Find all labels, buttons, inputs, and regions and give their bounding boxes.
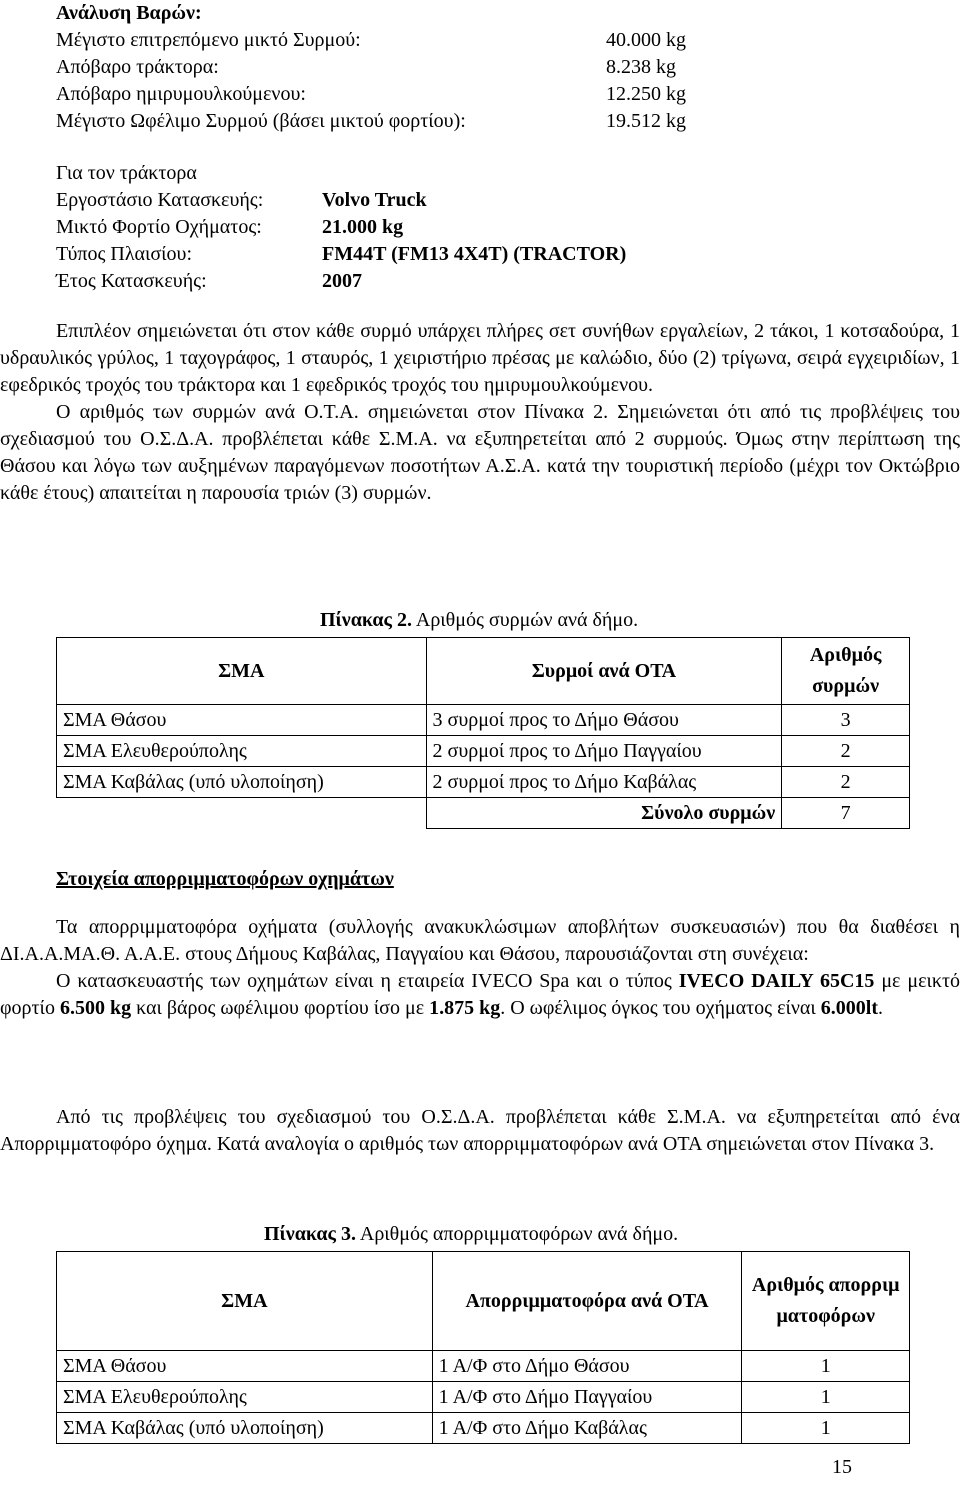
tractor-label: Μικτό Φορτίο Οχήματος: xyxy=(56,216,262,238)
table3-header: ΣΜΑ xyxy=(57,1252,433,1351)
weight-row xyxy=(56,27,736,54)
table-row xyxy=(57,736,910,767)
spec-text: . xyxy=(877,997,883,1019)
table-cell: ΣΜΑ Ελευθερούπολης xyxy=(57,1382,433,1413)
weight-value: 40.000 kg xyxy=(606,29,686,51)
tractor-heading: Για τον τράκτορα xyxy=(56,162,197,184)
total-label: Σύνολο συρμών xyxy=(426,798,782,829)
table-cell: 3 συρμοί προς το Δήμο Θάσου xyxy=(426,705,782,736)
weight-label: Μέγιστο Ωφέλιμο Συρμού (βάσει μικτού φορτίου): xyxy=(56,110,466,132)
tractor-label: Έτος Κατασκευής: xyxy=(56,270,207,292)
vehicles-spec xyxy=(0,968,960,1022)
spec-gross: 6.500 kg xyxy=(59,997,132,1019)
tractor-row xyxy=(56,268,756,295)
table2-caption-number: Πίνακας 2. xyxy=(320,609,412,631)
spec-text: Ο κατασκευαστής των οχημάτων είναι η εταιρεία IVECO Spa και ο τύπος xyxy=(56,970,679,992)
tractor-value: 2007 xyxy=(322,270,362,292)
table-cell: ΣΜΑ Καβάλας (υπό υλοποίηση) xyxy=(57,1413,433,1444)
tractor-value: 21.000 kg xyxy=(322,216,404,238)
table3 xyxy=(56,1251,910,1444)
table2-caption-text: Αριθμός συρμών ανά δήμο. xyxy=(411,609,639,631)
table2-caption xyxy=(320,607,638,634)
table-cell: 1 Α/Φ στο Δήμο Καβάλας xyxy=(432,1413,742,1444)
spec-text: και βάρος ωφέλιμου φορτίου ίσο με xyxy=(131,997,430,1019)
weight-value: 19.512 kg xyxy=(606,110,686,132)
table2 xyxy=(56,637,910,829)
tractor-row xyxy=(56,214,756,241)
table-cell: 1 Α/Φ στο Δήμο Θάσου xyxy=(432,1351,742,1382)
tractor-row xyxy=(56,187,756,214)
table-cell: 3 xyxy=(782,705,910,736)
table-cell: 2 συρμοί προς το Δήμο Καβάλας xyxy=(426,767,782,798)
vehicles-plan-text: Από τις προβλέψεις του σχεδιασμού του Ο.Σ.Δ.Α. προβλέπεται κάθε Σ.Μ.Α. να εξυπηρετείται από ένα Απορριμματοφόρο όχημα. Κατά αναλογία ο αριθμός των απορριμματοφόρων ανά ΟΤΑ σημειώνεται στον Πίνακα 3. xyxy=(0,1106,960,1155)
table-row xyxy=(57,705,910,736)
table-row xyxy=(57,1382,910,1413)
table-cell: ΣΜΑ Καβάλας (υπό υλοποίηση) xyxy=(57,767,427,798)
table3-caption-text: Αριθμός απορριμματοφόρων ανά δήμο. xyxy=(355,1223,679,1245)
vehicles-heading: Στοιχεία απορριμματοφόρων οχημάτων xyxy=(56,868,394,890)
weight-row xyxy=(56,54,736,81)
tractor-value: FM44T (FM13 4X4T) (TRACTOR) xyxy=(322,243,627,265)
table-cell: 2 xyxy=(782,767,910,798)
vehicles-paragraphs xyxy=(0,914,960,1022)
weight-value: 12.250 kg xyxy=(606,83,686,105)
table-cell: ΣΜΑ Ελευθερούπολης xyxy=(57,736,427,767)
weights-section xyxy=(56,0,736,135)
spec-model: IVECO DAILY 65C15 xyxy=(678,970,875,992)
tractor-section xyxy=(56,160,756,295)
trains-text: Ο αριθμός των συρμών ανά Ο.Τ.Α. σημειώνεται στον Πίνακα 2. Σημειώνεται ότι από τις προβλέψεις του σχεδιασμού του Ο.Σ.Δ.Α. προβλέπεται κάθε Σ.Μ.Α. να εξυπηρετείται από 2 συρμούς. Όμως στην περίπτωση της Θάσου και λόγω των αυξημένων παραγόμενων ποσοτήτων Α.Σ.Α. κατά την τουριστική περίοδο (μέχρι τον Οκτώβριο κάθε έτους) απαιτείται η παρουσία τριών (3) συρμών. xyxy=(0,401,960,504)
equipment-text: Επιπλέον σημειώνεται ότι στον κάθε συρμό υπάρχει πλήρες σετ συνήθων εργαλείων, 2 τάκοι, 1 κοτσαδούρα, 1 υδραυλικός γρύλος, 1 ταχογράφος, 1 σταυρός, 1 χειριστήριο πρέσας με καλώδιο, δύο (2) τρίγωνα, σειρά εγχειριδίων, 1 εφεδρικός τροχός του τράκτορα και 1 εφεδρικός τροχός του ημιρυμουλκούμενου. xyxy=(0,320,960,396)
vehicles-plan-paragraph xyxy=(0,1104,960,1158)
empty-cell xyxy=(57,798,427,829)
table2-header-row xyxy=(57,638,910,705)
table-cell: ΣΜΑ Θάσου xyxy=(57,1351,433,1382)
vehicles-intro: Τα απορριμματοφόρα οχήματα (συλλογής ανακυκλώσιμων αποβλήτων συσκευασιών) που θα διαθέσει η ΔΙ.Α.Α.ΜΑ.Θ. Α.Α.Ε. στους Δήμους Καβάλας, Παγγαίου και Θάσου, παρουσιάζονται στη συνέχεια: xyxy=(0,916,960,965)
table-row xyxy=(57,767,910,798)
spec-text: με μεικτό φορτίο xyxy=(0,970,960,1019)
weights-heading: Ανάλυση Βαρών: xyxy=(56,2,202,24)
weight-row xyxy=(56,81,736,108)
tractor-value: Volvo Truck xyxy=(322,189,427,211)
table2-total-row xyxy=(57,798,910,829)
table3-caption xyxy=(264,1221,678,1248)
table-cell: 1 Α/Φ στο Δήμο Παγγαίου xyxy=(432,1382,742,1413)
weight-value: 8.238 kg xyxy=(606,56,676,78)
table3-header-row xyxy=(57,1252,910,1351)
table2-header: Αριθμός συρμών xyxy=(782,638,910,705)
weight-label: Απόβαρο ημιρυμουλκούμενου: xyxy=(56,83,306,105)
table-cell: 1 xyxy=(742,1382,910,1413)
weight-label: Απόβαρο τράκτορα: xyxy=(56,56,219,78)
equipment-paragraph xyxy=(0,318,960,507)
weight-row xyxy=(56,108,736,135)
table-cell: 1 xyxy=(742,1351,910,1382)
tractor-row xyxy=(56,241,756,268)
spec-payload: 1.875 kg xyxy=(429,997,501,1019)
table-row xyxy=(57,1413,910,1444)
table3-header: Απορριμματοφόρα ανά ΟΤΑ xyxy=(432,1252,742,1351)
tractor-label: Τύπος Πλαισίου: xyxy=(56,243,193,265)
tractor-label: Εργοστάσιο Κατασκευής: xyxy=(56,189,264,211)
table-cell: 1 xyxy=(742,1413,910,1444)
weight-label: Μέγιστο επιτρεπόμενο μικτό Συρμού: xyxy=(56,29,361,51)
table-cell: 2 συρμοί προς το Δήμο Παγγαίου xyxy=(426,736,782,767)
table-cell: 2 xyxy=(782,736,910,767)
table-row xyxy=(57,1351,910,1382)
spec-text: . Ο ωφέλιμος όγκος του οχήματος είναι xyxy=(500,997,821,1019)
table-cell: ΣΜΑ Θάσου xyxy=(57,705,427,736)
total-value: 7 xyxy=(782,798,910,829)
page-number: 15 xyxy=(832,1456,852,1478)
table3-header: Αριθμός απορριμματοφόρων xyxy=(742,1252,910,1351)
table2-header: ΣΜΑ xyxy=(57,638,427,705)
table3-caption-number: Πίνακας 3. xyxy=(264,1223,356,1245)
table2-header: Συρμοί ανά ΟΤΑ xyxy=(426,638,782,705)
spec-volume: 6.000lt xyxy=(820,997,878,1019)
